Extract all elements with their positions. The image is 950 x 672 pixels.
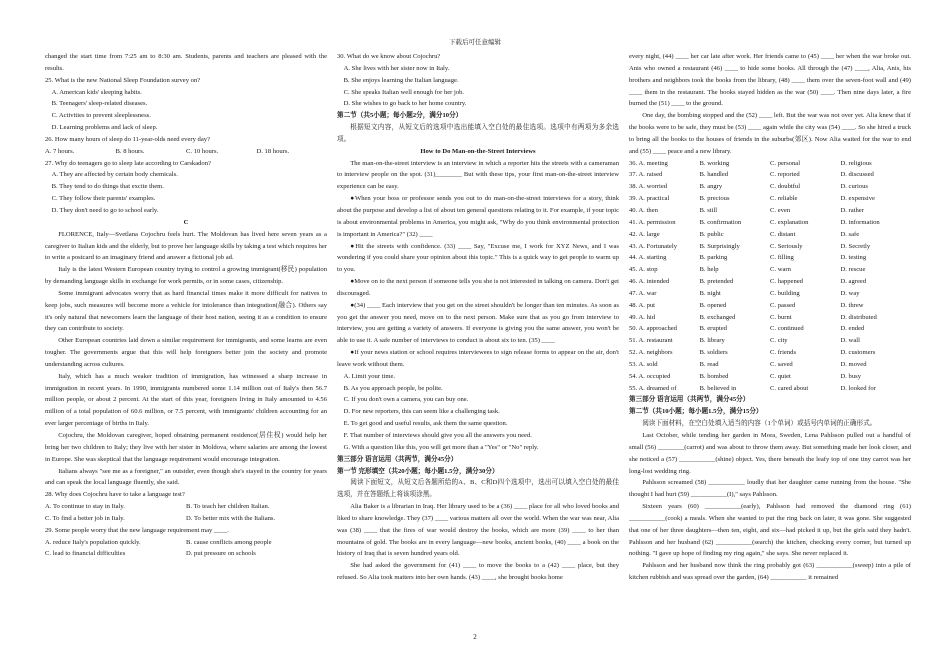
option-line: D. She wishes to go back to her home country. bbox=[343, 100, 467, 108]
option-line: D. Learning problems and lack of sleep. bbox=[51, 124, 158, 132]
option: B. library bbox=[699, 337, 725, 345]
option-line: B. As you approach people, be polite. bbox=[343, 384, 443, 392]
option: B. parking bbox=[699, 254, 728, 262]
section-heading: How to Do Man-on-the-Street Interviews bbox=[420, 147, 536, 155]
option-row bbox=[45, 146, 327, 158]
option: 37. A. raised bbox=[629, 171, 663, 179]
option-row bbox=[629, 241, 911, 253]
option-line: B. Teenagers' sleep-related diseases. bbox=[51, 100, 148, 108]
option: C. Seriously bbox=[770, 242, 803, 250]
paragraph: Sixteen years (60) ___________(early), Pahlsson had removed the diamond ring (61) ___________(cook) a meals. When she wanted to put the ring back on later, it was gone. She suggested that one of her three daughters—then ten, eight, and six—had picked it up, but the girls said they hadn't. Pahlsson and her husband (62) ___________(search) the kitchen, checking every corner, but turned up nothing. "I gave up hope of finding my ring again," she says. She never replaced it. bbox=[629, 503, 911, 558]
option: C. warn bbox=[770, 266, 791, 274]
section-heading: C bbox=[183, 218, 189, 226]
option: B. exchanged bbox=[699, 313, 736, 321]
paragraph: Pahlsson screamed (58) ___________ loudly that her daughter came running from the house. "She thought I had hurt (59) ___________(I)," says Pahlsson. bbox=[629, 479, 911, 499]
paragraph: 阅读下面短文，从短文后各题所给的A、B、C和D四个选项中，选出可以填入空白处的最佳选项，并在答题纸上将该项涂黑。 bbox=[337, 479, 619, 499]
option-row bbox=[629, 323, 911, 335]
option: C. building bbox=[770, 289, 800, 297]
paragraph: Italy is the latest Western European country trying to control a growing immigrant(移民) population by demanding language skills in exchange for work permits, or in some cases, citizenship. bbox=[45, 266, 327, 286]
paragraph: every night, (44) ____ her car late after work. Her friends came to (45) ____ her when the war broke out. Anis who owned a restaurant (46) ____ to hide some books. All through the (47) ____, Alia, Anis, his brothers and neighbors took the books from the library, (48) ____ them over the seven-foot wall and (49) ____ them in the restaurant. The books stayed hidden as the war (50) ____. Then nine days later, a fire burned the (51) ____ to the ground. bbox=[629, 53, 911, 108]
option: D. put pressure on schools bbox=[186, 550, 256, 558]
option: C. quiet bbox=[770, 372, 791, 380]
option: 48. A. put bbox=[629, 301, 656, 309]
option: 52. A. neighbors bbox=[629, 349, 673, 357]
option: D. rescue bbox=[840, 266, 866, 274]
option: C. happened bbox=[770, 278, 803, 286]
option-row bbox=[629, 181, 911, 193]
option-row bbox=[629, 300, 911, 312]
option: C. continued bbox=[770, 325, 804, 333]
option-line: C. They follow their parents' examples. bbox=[51, 195, 156, 203]
option: 51. A. restaurant bbox=[629, 337, 673, 345]
option: B. opened bbox=[699, 301, 727, 309]
option-line: B. They tend to do things that excite them. bbox=[51, 183, 164, 191]
option: C. even bbox=[770, 206, 791, 214]
option-line: C. She speaks Italian well enough for her job. bbox=[343, 88, 465, 96]
option-line: B. She enjoys learning the Italian language. bbox=[343, 76, 459, 84]
option: B. pretended bbox=[699, 278, 734, 286]
option: D. To better mix with the Italians. bbox=[186, 514, 276, 522]
option-row bbox=[629, 347, 911, 359]
option-line: G. With a question like this, you will get more than a "Yes" or "No" reply. bbox=[343, 443, 539, 451]
option: D. customers bbox=[840, 349, 876, 357]
paragraph: Last October, while tending her garden in Mora, Sweden, Lena Pahlsson pulled out a handful of small (56) ________(carrot) and was about to throw them away. But something made her look closer, and she noticed a (57) ___________(shine) object. Yes, there beneath the leafy top of one tiny carrot was her long-lost wedding ring. bbox=[629, 432, 911, 475]
option: 39. A. practical bbox=[629, 195, 670, 203]
paragraph: Italy, which has a much weaker tradition of immigration, has witnessed a sharp increase in immigration in recent years. In 1990, immigrants numbered some 1.14 million out of Italy's then 56.7 million people, or about 2 percent. At the start of this year, foreigners living in Italy amounted to 4.56 million of a total population of 60.6 million, or 7.5 percent, with immigrants' children accounting for an ever larger percentage of births in Italy. bbox=[45, 372, 327, 428]
paragraph: The man-on-the-street interview is an interview in which a reporter hits the streets with a cameraman to interview people on the spot. (31)________ But with these tips, your first man-on-the-street interview experience can be easy. bbox=[337, 159, 619, 191]
option: 44. A. starting bbox=[629, 254, 667, 262]
option: B. night bbox=[699, 289, 721, 297]
option-row bbox=[629, 312, 911, 324]
option-row bbox=[45, 501, 327, 513]
option: D. ended bbox=[840, 325, 865, 333]
option: B. angry bbox=[699, 183, 723, 191]
option: 47. A. war bbox=[629, 289, 657, 297]
option: D. distributed bbox=[840, 313, 877, 321]
option-row bbox=[629, 383, 911, 395]
option: C. distant bbox=[770, 230, 796, 238]
paragraph: 26. How many hours of sleep do 11-year-olds need every day? bbox=[45, 135, 210, 143]
option: A. To continue to stay in Italy. bbox=[45, 503, 125, 511]
option-line: C. Activities to prevent sleeplessness. bbox=[51, 112, 151, 120]
section-heading: 第三部分 语言运用（共两节，满分45分） bbox=[629, 396, 750, 404]
option: D. way bbox=[840, 289, 860, 297]
option: B. help bbox=[699, 266, 719, 274]
paragraph: ●(34) ____ Each interview that you get on the street shouldn't be longer than ten minutes. As soon as you get the answer you need, move on to the next person. Make sure that as you go from interview to interview, you are getting a variety of answers. If everyone is giving you the same answer, you won't be able to use it. A safe number of interviews to conduct is about six to ten. (35) ____ bbox=[337, 301, 619, 345]
option: 50. A. approached bbox=[629, 325, 677, 333]
paragraph: Some immigrant advocates worry that as hard financial times make it more difficult for natives to keep jobs, such measures will become more a vehicle for intolerance than integration(融合). Others say it's only natural that newcomers learn the language of their host nation, seeing it as a condition to ensure they can contribute to society. bbox=[45, 289, 327, 333]
option: 41. A. permission bbox=[629, 218, 676, 226]
option: C. explanation bbox=[770, 218, 809, 226]
paragraph: One day, the bombing stopped and the (52) ____ left. But the war was not over yet. Alia knew that if the books were to be safe, they must be (53) ____ again while the city was (54) ____. So she hired a truck to bring all the books to the houses of friends in the suburbs(郊区). Now Alia waited for the war to end and (55) ____ peace and a new library. bbox=[629, 112, 911, 155]
section-heading: 第二节（共10小题；每小题1.5分，满分15分） bbox=[629, 408, 763, 416]
paragraph: 28. Why does Cojochru have to take a language test? bbox=[45, 491, 185, 499]
option-row bbox=[45, 548, 327, 560]
section-heading: 第二节（共5小题；每小题2分，满分10分） bbox=[337, 112, 463, 120]
option: B. cause conflicts among people bbox=[186, 538, 272, 546]
paragraph: changed the start time from 7:25 am to 8:30 am. Students, parents and teachers are pleased with the results. bbox=[45, 53, 327, 72]
paragraph: 25. What is the new National Sleep Foundation survey on? bbox=[45, 76, 201, 84]
option: B. confirmation bbox=[699, 218, 742, 226]
paragraph: 27. Why do teenagers go to sleep late according to Carskadon? bbox=[45, 159, 211, 167]
option: C. doubtful bbox=[770, 183, 801, 191]
paragraph: ●When your boss or professor sends you out to do man-on-the-street interviews for a story, think about the purpose and develop a list of about ten general questions relating to it. For example, if your topic is about environmental problems in America, you might ask, "Why do you think environmental protection is important in America?" (32) ____ bbox=[337, 195, 619, 238]
option-row bbox=[629, 359, 911, 371]
option: 55. A. dreamed of bbox=[629, 384, 677, 392]
page-header: 下载后可任意编辑 bbox=[449, 39, 501, 46]
option-line: C. If you don't own a camera, you can buy one. bbox=[343, 396, 469, 404]
option: D. religious bbox=[840, 159, 872, 167]
option: D. curious bbox=[840, 183, 868, 191]
option: 49. A. hid bbox=[629, 313, 656, 321]
paragraph: 根据短文内容，从短文后的选项中选出能填入空白处的最佳选项。选项中有两项为多余选项。 bbox=[337, 124, 619, 143]
option-row bbox=[629, 169, 911, 181]
option: D. looked for bbox=[840, 384, 876, 392]
option: B. precious bbox=[699, 195, 730, 203]
option: C. lead to financial difficulties bbox=[45, 550, 126, 558]
option-row bbox=[629, 335, 911, 347]
option: D. discussed bbox=[840, 171, 874, 179]
option-line: A. She lives with her sister now in Italy. bbox=[343, 64, 450, 72]
option-row bbox=[629, 217, 911, 229]
option: B. handled bbox=[699, 171, 729, 179]
option: B. working bbox=[699, 159, 730, 167]
paragraph: 29. Some people worry that the new language requirement may ____. bbox=[45, 526, 229, 534]
option-row bbox=[629, 193, 911, 205]
option: C. burnt bbox=[770, 313, 792, 321]
option-row bbox=[629, 288, 911, 300]
option: C. passed bbox=[770, 301, 796, 309]
paragraph: ●Move on to the next person if someone tells you she is not interested in talking on camera. Don't get discouraged. bbox=[337, 278, 619, 297]
option-line: E. To get good and useful results, ask them the same question. bbox=[343, 420, 508, 428]
option: B. believed in bbox=[699, 384, 737, 392]
option: C. cared about bbox=[770, 384, 809, 392]
option: 46. A. intended bbox=[629, 278, 670, 286]
section-heading: 第三部分 语言运用（共两节，满分45分） bbox=[337, 455, 458, 463]
option: D. 18 hours. bbox=[256, 147, 290, 155]
option: A. reduce Italy's population quickly. bbox=[45, 538, 141, 546]
option: C. personal bbox=[770, 159, 801, 167]
option-row bbox=[45, 537, 327, 549]
paragraph: Cojochru, the Moldovan caregiver, hoped obtaining permanent residence(居住权) would help her bring her two children to Italy; they live with her sister in Moldova, where salaries are among the lowest in Europe. She was skeptical that the language requirement would encourage integration. bbox=[45, 432, 327, 463]
option-line: F. That number of interviews should give you all the answers you need. bbox=[343, 432, 532, 439]
option-row bbox=[629, 229, 911, 241]
option: D. wall bbox=[840, 337, 860, 345]
option: C. reported bbox=[770, 171, 800, 179]
page-number: 2 bbox=[473, 633, 477, 641]
option: C. saved bbox=[770, 360, 793, 368]
paragraph: Other European countries laid down a similar requirement for immigrants, and some learns are even tougher. The governments argue that this will help foreigners better join the society and promote understanding across cultures. bbox=[45, 337, 327, 368]
option-row bbox=[45, 513, 327, 525]
option: C. reliable bbox=[770, 195, 798, 203]
option: D. busy bbox=[840, 372, 862, 380]
option: B. soldiers bbox=[699, 349, 728, 357]
paragraph: ●Hit the streets with confidence. (33) ____ Say, "Excuse me, I work for XYZ News, and I was wondering if you could share your opinion about this topic." This is a quick way to get people to warm up to you. bbox=[337, 242, 619, 274]
option-row bbox=[629, 371, 911, 383]
paragraph: Italians always "see me as a foreigner," an outsider, even though she's stayed in the country for years and can speak the local language fluently, she said. bbox=[45, 467, 327, 487]
option-line: D. For new reporters, this can seem like a challenging task. bbox=[343, 408, 500, 416]
paragraph: 30. What do we know about Cojochru? bbox=[337, 53, 441, 60]
option: B. Surprisingly bbox=[699, 242, 740, 250]
option-line: A. Limit your time. bbox=[343, 372, 396, 380]
option: B. still bbox=[699, 206, 718, 214]
option-line: D. They don't need to go to school early. bbox=[51, 206, 159, 214]
column-middle bbox=[337, 51, 619, 626]
option: D. rather bbox=[840, 206, 864, 214]
option: D. information bbox=[840, 218, 880, 226]
option: B. erupted bbox=[699, 325, 727, 333]
option: C. 10 hours. bbox=[186, 147, 219, 155]
option: C. To find a better job in Italy. bbox=[45, 514, 125, 522]
option: D. threw bbox=[840, 301, 864, 309]
option: 38. A. worried bbox=[629, 183, 668, 191]
option: B. To teach her children Italian. bbox=[186, 503, 270, 511]
option-row bbox=[629, 276, 911, 288]
option: A. 7 hours. bbox=[45, 147, 75, 155]
paragraph: 阅读下面材料，在空白处填入适当的内容（1个单词）或括号内单词的正确形式。 bbox=[642, 420, 877, 428]
option: D. expensive bbox=[840, 195, 875, 203]
option: C. city bbox=[770, 337, 788, 345]
option: 43. A. Fortunately bbox=[629, 242, 677, 250]
option-row bbox=[629, 264, 911, 276]
paragraph: Pahlsson and her husband now think the ring probably got (63) ___________(sweep) into a pile of kitchen rubbish and was spread over the garden, (64) ___________ it remained bbox=[629, 562, 911, 582]
option: D. safe bbox=[840, 230, 860, 238]
option: 36. A. meeting bbox=[629, 159, 668, 167]
option: B. read bbox=[699, 360, 719, 368]
paragraph: FLORENCE, Italy—Svetlana Cojochru feels hurt. The Moldovan has lived here seven years as a caregiver to Italian kids and the elderly, but to prove her language skills by taking a test which requires her to write a postcard to an imaginary friend and answer a fictional job ad. bbox=[45, 230, 327, 262]
option: D. moved bbox=[840, 360, 867, 368]
option: C. filling bbox=[770, 254, 794, 262]
option-row bbox=[629, 252, 911, 264]
option-line: A. They are affected by certain body chemicals. bbox=[51, 171, 178, 179]
paragraph: ●If your news station or school requires interviewees to sign release forms to appear on the air, don't leave work without them. bbox=[337, 349, 619, 368]
option: B. 8 hours. bbox=[115, 147, 145, 155]
option: B. public bbox=[699, 230, 724, 238]
column-left bbox=[45, 51, 327, 626]
option: 40. A. then bbox=[629, 206, 658, 214]
option: 54. A. occupied bbox=[629, 372, 671, 380]
column-right bbox=[629, 51, 911, 626]
option: D. testing bbox=[840, 254, 867, 262]
paragraph: Alia Baker is a librarian in Iraq. Her library used to be a (36) ____ place for all who loved books and liked to share knowledge. They (37) ____ various matters all over the world. When the war was near, Alia was (38) ____ that the fires of war would destroy the books, which are more (39) ____ to her than mountains of gold. The books are in every language—new books, ancient books, (40) ____ a book on the history of Iraq that is seven hundred years old. bbox=[337, 503, 619, 558]
section-heading: 第一节 完形填空（共20小题；每小题1.5分，满分30分） bbox=[337, 467, 499, 475]
option: D. Secretly bbox=[840, 242, 871, 250]
option-line: A. American kids' sleeping habits. bbox=[51, 88, 142, 96]
option: C. friends bbox=[770, 349, 797, 357]
paragraph: She had asked the government for (41) ____ to move the books to a (42) ____ place, but they refused. So Alia took matters into her own hands. (43) ____, she brought books home bbox=[337, 562, 619, 582]
option-row bbox=[629, 158, 911, 170]
option: 42. A. large bbox=[629, 230, 660, 238]
option: 53. A. sold bbox=[629, 360, 658, 368]
option: 45. A. stop bbox=[629, 266, 658, 274]
option: B. bombed bbox=[699, 372, 729, 380]
option-row bbox=[629, 205, 911, 217]
option: D. agreed bbox=[840, 278, 867, 286]
